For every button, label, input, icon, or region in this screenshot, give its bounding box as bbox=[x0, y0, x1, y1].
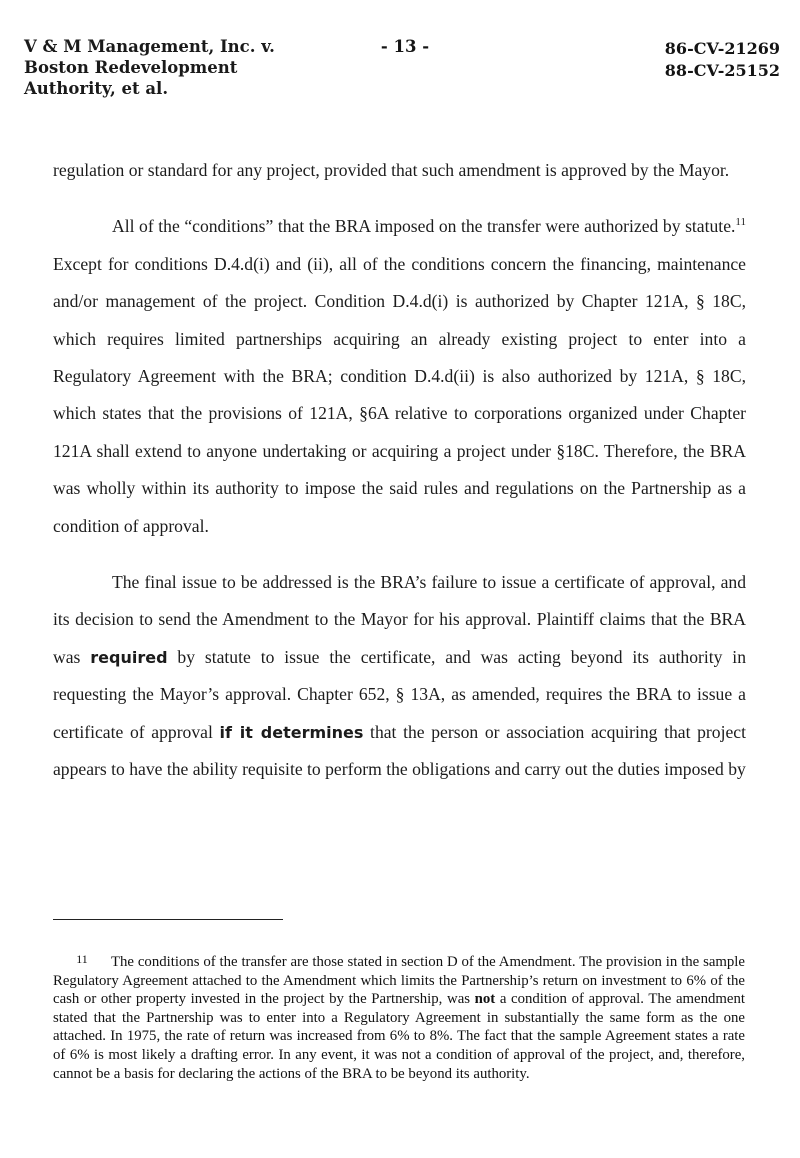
paragraph-text: that the person or association acquiring that project appears to have the ability requisite to perform the obligations and carry out the duties imposed by bbox=[53, 721, 746, 780]
case-caption-line: Authority, et al. bbox=[24, 79, 169, 98]
footnote-number: 11 bbox=[76, 952, 88, 966]
footnote-emphasis: not bbox=[474, 991, 496, 1008]
footnote-body: a condition of approval. The amendment stated that the Partnership was to enter into a Regulatory Agreement in substantially the same form as the one attached. In 1975, the rate of return was increased from 6% to 8%. The fact that the sample Agreement states a rate of 6% is most likely a drafting error. In any event, it was not a condition of approval of the project, and, therefore, cannot be a basis for declaring the actions of the BRA to be beyond its authority. bbox=[53, 991, 746, 1082]
emphasis-text: if it determines bbox=[219, 722, 364, 742]
footnote-body: The conditions of the transfer are those stated in section D of the Amendment. The provision in the sample Regulatory Agreement attached to the Amendment which limits the Partnership’s return on investment to 6% of the cash or other property invested in the project by the Partnership, was bbox=[53, 954, 745, 1008]
footnote-text bbox=[53, 950, 745, 1083]
paragraph-text: The final issue to be addressed is the BRA’s failure to issue a certificate of approval, and its decision to send the Amendment to the Mayor for his approval. Plaintiff claims that the BRA was bbox=[53, 572, 746, 667]
case-number: 88-CV-25152 bbox=[664, 61, 780, 80]
case-caption-line: Boston Redevelopment bbox=[24, 58, 238, 77]
case-caption bbox=[24, 36, 324, 99]
footnote bbox=[53, 950, 745, 1083]
paragraph-text: Except for conditions D.4.d(i) and (ii), all of the conditions concern the financing, maintenance and/or management of the project. Condition D.4.d(i) is authorized by Chapter 121A, § 18C, which requires limited partnerships acquiring an already existing project to enter into a Regulatory Agreement with the BRA; condition D.4.d(ii) is also authorized by 121A, § 18C, which states that the provisions of 121A, §6A relative to corporations organized under Chapter 121A shall extend to anyone undertaking or acquiring a project under §18C. Therefore, the BRA was wholly within its authority to impose the said rules and regulations on the Partnership as a condition of approval. bbox=[53, 253, 746, 536]
footnote-divider bbox=[53, 919, 283, 920]
case-number: 86-CV-21269 bbox=[664, 39, 780, 58]
paragraph-text: All of the “conditions” that the BRA imposed on the transfer were authorized by statute. bbox=[112, 216, 736, 237]
emphasis-text: required bbox=[90, 647, 168, 667]
paragraph: regulation or standard for any project, provided that such amendment is approved by the Mayor. bbox=[53, 160, 730, 180]
case-numbers bbox=[560, 38, 780, 82]
page-number: - 13 - bbox=[380, 37, 430, 56]
case-caption-line: V & M Management, Inc. v. bbox=[24, 37, 275, 56]
body-text bbox=[53, 152, 746, 789]
paragraph bbox=[53, 208, 746, 545]
footnote-reference: 11 bbox=[735, 216, 746, 229]
paragraph bbox=[53, 564, 746, 788]
paragraph-text: by statute to issue the certificate, and was acting beyond its authority in requesting the Mayor’s approval. Chapter 652, § 13A, as amended, requires the BRA to issue a certificate of approval bbox=[53, 646, 746, 742]
